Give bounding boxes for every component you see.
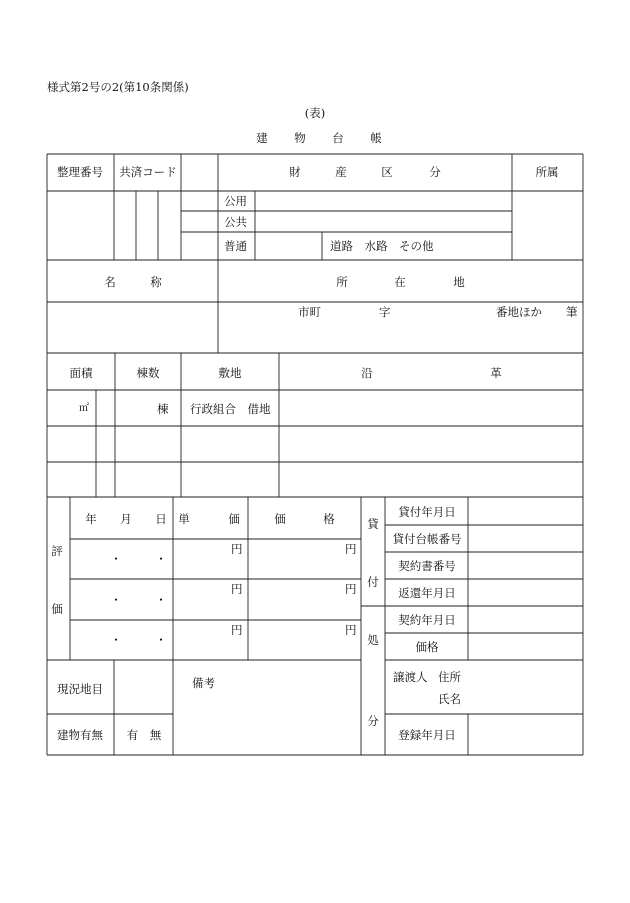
form-number: 様式第2号の2(第10条関係) (47, 80, 189, 94)
date-dot: ・ (110, 552, 122, 566)
date-dot: ・ (155, 593, 167, 607)
date-char-month: 月 (120, 512, 132, 526)
to-unit: 棟 (157, 402, 169, 416)
jusho-label: 住所 (438, 670, 461, 684)
label-char: 沿 (361, 366, 373, 380)
kashitsuke-date-label: 貸付年月日 (398, 505, 456, 519)
label-char: 区 (381, 165, 393, 179)
label-char: 革 (490, 366, 502, 380)
keiyakusho-bango-label: 契約書番号 (398, 559, 456, 573)
yen-unit: 円 (345, 582, 357, 596)
aza-label: 字 (379, 305, 391, 319)
date-dot: ・ (155, 633, 167, 647)
date-char-day: 日 (155, 512, 167, 526)
banchi-label: 番地ほか (496, 305, 542, 319)
keiyaku-date-label: 契約年月日 (398, 613, 456, 627)
biko-label: 備考 (192, 676, 215, 690)
label-char: 分 (429, 165, 441, 179)
shobun-char: 処 (367, 633, 379, 647)
kokyo-label: 公共 (224, 215, 247, 229)
shikichi-label: 敷地 (218, 366, 242, 380)
yen-unit: 円 (231, 582, 243, 596)
kashitsuke-char: 付 (367, 575, 379, 589)
kashitsuke-char: 貸 (367, 517, 379, 531)
title-char: 台 (332, 131, 344, 145)
tanka-char: 単 (178, 512, 190, 526)
label-char: 地 (453, 275, 465, 289)
shimei-label: 氏名 (438, 692, 461, 706)
shikichi-types: 行政組合 借地 (190, 402, 271, 416)
shobun-char: 分 (367, 714, 379, 728)
jotonin-label: 譲渡人 (393, 670, 428, 684)
yen-unit: 円 (345, 623, 357, 637)
yen-unit: 円 (231, 623, 243, 637)
tosu-label: 棟数 (136, 366, 160, 380)
yen-unit: 円 (231, 542, 243, 556)
futsu-types: 道路 水路 その他 (330, 239, 434, 253)
date-dot: ・ (110, 633, 122, 647)
genkyo-chimoku-label: 現況地目 (57, 682, 103, 696)
date-char-year: 年 (85, 512, 97, 526)
date-dot: ・ (110, 593, 122, 607)
machi-label: 市町 (298, 305, 321, 319)
label-char: 名 (104, 275, 116, 289)
menseki-label: 面積 (69, 366, 93, 380)
title-char: 物 (294, 131, 306, 145)
seiri-bango-label: 整理番号 (57, 165, 103, 179)
m2-unit: ㎡ (79, 403, 89, 414)
page-side-label: (表) (304, 106, 326, 120)
koyo-label: 公用 (224, 194, 247, 208)
label-char: 財 (289, 165, 301, 179)
label-char: 産 (335, 165, 347, 179)
futsu-label: 普通 (224, 239, 247, 253)
tanka-char: 価 (228, 512, 240, 526)
shozoku-label: 所属 (535, 165, 559, 179)
date-dot: ・ (155, 552, 167, 566)
hyoka-char: 評 (51, 544, 63, 558)
kakaku-label: 価格 (415, 640, 439, 654)
kakaku-char: 価 (274, 512, 286, 526)
label-char: 所 (336, 275, 348, 289)
title-char: 帳 (370, 131, 382, 145)
kakaku-char: 格 (323, 512, 335, 526)
yen-unit: 円 (345, 542, 357, 556)
kyosai-code-label: 共済コード (119, 165, 177, 179)
tatemono-umu-label: 建物有無 (57, 728, 103, 742)
title-char: 建 (256, 131, 268, 145)
u-mu-options: 有 無 (126, 728, 162, 742)
hitsu-label: 筆 (566, 305, 578, 319)
kashitsuke-daicho-label: 貸付台帳番号 (392, 532, 462, 546)
hyoka-char: 価 (51, 602, 63, 616)
toroku-date-label: 登録年月日 (398, 728, 456, 742)
henkan-date-label: 返還年月日 (398, 586, 456, 600)
label-char: 称 (150, 275, 162, 289)
label-char: 在 (394, 275, 406, 289)
